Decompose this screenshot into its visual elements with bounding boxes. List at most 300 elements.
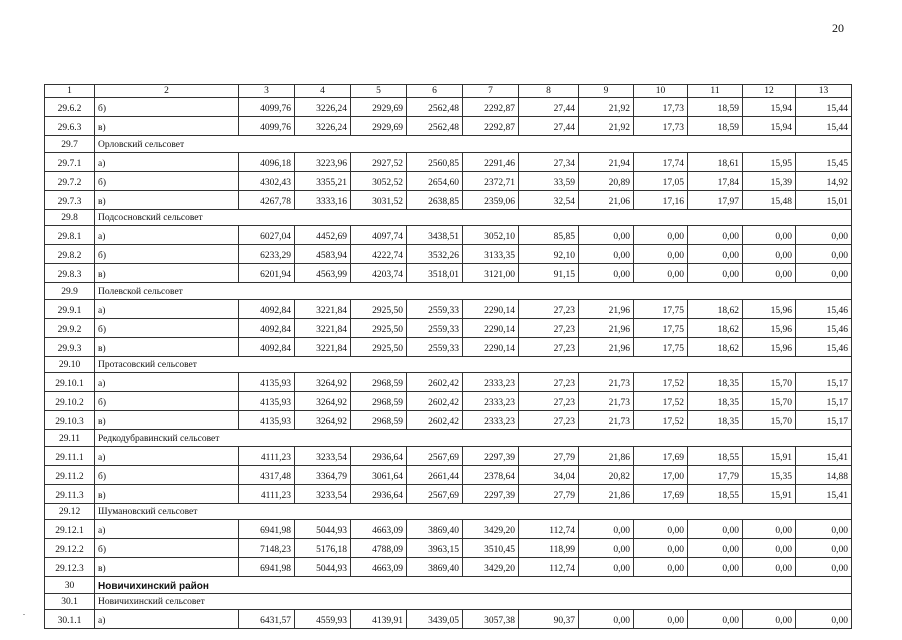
value-cell: 0,00: [743, 558, 796, 577]
value-cell: 4583,94: [295, 245, 351, 264]
value-cell: 0,00: [634, 264, 688, 283]
value-cell: 3052,10: [463, 226, 519, 245]
value-cell: 4092,84: [239, 337, 295, 356]
value-cell: 27,23: [519, 411, 579, 430]
table-row: [45, 539, 852, 558]
value-cell: 2297,39: [463, 484, 519, 503]
value-cell: 0,00: [634, 539, 688, 558]
value-cell: 0,00: [634, 520, 688, 539]
column-header: 6: [407, 85, 463, 98]
value-cell: 15,41: [796, 484, 852, 503]
row-code: 29.11.3: [45, 484, 95, 503]
row-code: 29.10.3: [45, 411, 95, 430]
row-code: 29.7.3: [45, 190, 95, 209]
row-variant-label: в): [95, 190, 239, 209]
value-cell: 15,35: [743, 465, 796, 484]
value-cell: 2297,39: [463, 446, 519, 465]
value-cell: 2290,14: [463, 318, 519, 337]
table-row: [45, 558, 852, 577]
row-code: 30: [45, 577, 95, 594]
table-row: [45, 190, 852, 209]
section-row: [45, 503, 852, 520]
value-cell: 27,23: [519, 373, 579, 392]
value-cell: 0,00: [796, 226, 852, 245]
table-row: [45, 610, 852, 629]
column-header: 9: [579, 85, 634, 98]
value-cell: 21,96: [579, 318, 634, 337]
value-cell: 6941,98: [239, 520, 295, 539]
value-cell: 15,70: [743, 373, 796, 392]
row-code: 29.11.2: [45, 465, 95, 484]
value-cell: 2929,69: [351, 98, 407, 117]
value-cell: 2654,60: [407, 171, 463, 190]
value-cell: 4099,76: [239, 98, 295, 117]
section-title: Полевской сельсовет: [95, 283, 852, 300]
value-cell: 27,44: [519, 117, 579, 136]
value-cell: 17,75: [634, 299, 688, 318]
value-cell: 17,69: [634, 446, 688, 465]
value-cell: 0,00: [743, 264, 796, 283]
value-cell: 27,34: [519, 152, 579, 171]
row-code: 30.1.1: [45, 610, 95, 629]
value-cell: 118,99: [519, 539, 579, 558]
value-cell: 0,00: [688, 226, 743, 245]
table-row: [45, 226, 852, 245]
value-cell: 3429,20: [463, 558, 519, 577]
value-cell: 17,73: [634, 117, 688, 136]
value-cell: 3057,38: [463, 610, 519, 629]
value-cell: 21,73: [579, 392, 634, 411]
row-code: 29.12: [45, 503, 95, 520]
section-row: [45, 209, 852, 226]
row-code: 29.6.3: [45, 117, 95, 136]
value-cell: 20,89: [579, 171, 634, 190]
value-cell: 0,00: [688, 539, 743, 558]
column-header: 2: [95, 85, 239, 98]
row-code: 29.12.1: [45, 520, 95, 539]
value-cell: 2378,64: [463, 465, 519, 484]
value-cell: 0,00: [743, 245, 796, 264]
row-code: 29.11: [45, 430, 95, 447]
row-code: 29.7.2: [45, 171, 95, 190]
value-cell: 3438,51: [407, 226, 463, 245]
value-cell: 2562,48: [407, 98, 463, 117]
section-title: Орловский сельсовет: [95, 136, 852, 153]
value-cell: 0,00: [796, 558, 852, 577]
value-cell: 17,97: [688, 190, 743, 209]
section-title: Подсосновский сельсовет: [95, 209, 852, 226]
row-code: 29.10: [45, 356, 95, 373]
value-cell: 15,41: [796, 446, 852, 465]
section-title: Редкодубравинский сельсовет: [95, 430, 852, 447]
value-cell: 2559,33: [407, 337, 463, 356]
row-variant-label: б): [95, 171, 239, 190]
row-code: 29.10.2: [45, 392, 95, 411]
value-cell: 17,52: [634, 392, 688, 411]
value-cell: 15,44: [796, 117, 852, 136]
row-variant-label: а): [95, 373, 239, 392]
value-cell: 15,95: [743, 152, 796, 171]
row-variant-label: в): [95, 337, 239, 356]
value-cell: 3355,21: [295, 171, 351, 190]
value-cell: 4092,84: [239, 318, 295, 337]
value-cell: 15,96: [743, 337, 796, 356]
table-row: [45, 446, 852, 465]
value-cell: 3264,92: [295, 392, 351, 411]
value-cell: 5176,18: [295, 539, 351, 558]
value-cell: 3869,40: [407, 520, 463, 539]
row-code: 29.8.1: [45, 226, 95, 245]
value-cell: 15,17: [796, 373, 852, 392]
value-cell: 3869,40: [407, 558, 463, 577]
value-cell: 2560,85: [407, 152, 463, 171]
value-cell: 2567,69: [407, 446, 463, 465]
value-cell: 4203,74: [351, 264, 407, 283]
value-cell: 18,35: [688, 411, 743, 430]
row-variant-label: а): [95, 520, 239, 539]
table-row: [45, 245, 852, 264]
value-cell: 18,55: [688, 484, 743, 503]
section-row: [45, 356, 852, 373]
value-cell: 2333,23: [463, 373, 519, 392]
value-cell: 4092,84: [239, 299, 295, 318]
value-cell: 112,74: [519, 558, 579, 577]
value-cell: 2567,69: [407, 484, 463, 503]
value-cell: 21,86: [579, 484, 634, 503]
page-mark: .: [23, 608, 25, 617]
value-cell: 2638,85: [407, 190, 463, 209]
section-row: [45, 136, 852, 153]
value-cell: 4317,48: [239, 465, 295, 484]
value-cell: 4663,09: [351, 520, 407, 539]
column-header: 8: [519, 85, 579, 98]
table-row: [45, 392, 852, 411]
value-cell: 2927,52: [351, 152, 407, 171]
value-cell: 21,94: [579, 152, 634, 171]
value-cell: 17,75: [634, 337, 688, 356]
table-row: [45, 520, 852, 539]
value-cell: 0,00: [743, 226, 796, 245]
district-row: [45, 577, 852, 594]
value-cell: 15,44: [796, 98, 852, 117]
value-cell: 17,52: [634, 411, 688, 430]
table-row: [45, 337, 852, 356]
row-code: 29.8.3: [45, 264, 95, 283]
row-variant-label: б): [95, 318, 239, 337]
row-variant-label: в): [95, 484, 239, 503]
value-cell: 14,88: [796, 465, 852, 484]
value-cell: 2291,46: [463, 152, 519, 171]
row-code: 29.12.3: [45, 558, 95, 577]
value-cell: 2602,42: [407, 411, 463, 430]
value-cell: 17,52: [634, 373, 688, 392]
value-cell: 4663,09: [351, 558, 407, 577]
value-cell: 18,35: [688, 392, 743, 411]
value-cell: 15,01: [796, 190, 852, 209]
row-variant-label: б): [95, 98, 239, 117]
value-cell: 3121,00: [463, 264, 519, 283]
value-cell: 4096,18: [239, 152, 295, 171]
row-variant-label: б): [95, 465, 239, 484]
row-code: 29.8: [45, 209, 95, 226]
value-cell: 21,96: [579, 337, 634, 356]
value-cell: 15,96: [743, 299, 796, 318]
value-cell: 2661,44: [407, 465, 463, 484]
value-cell: 27,23: [519, 337, 579, 356]
value-cell: 17,74: [634, 152, 688, 171]
value-cell: 4139,91: [351, 610, 407, 629]
value-cell: 2936,64: [351, 446, 407, 465]
value-cell: 3264,92: [295, 411, 351, 430]
value-cell: 3333,16: [295, 190, 351, 209]
value-cell: 3963,15: [407, 539, 463, 558]
value-cell: 3221,84: [295, 337, 351, 356]
row-code: 29.8.2: [45, 245, 95, 264]
column-header: 12: [743, 85, 796, 98]
value-cell: 15,46: [796, 299, 852, 318]
value-cell: 0,00: [688, 245, 743, 264]
value-cell: 4135,93: [239, 392, 295, 411]
row-code: 29.10.1: [45, 373, 95, 392]
header-row: [45, 85, 852, 98]
value-cell: 7148,23: [239, 539, 295, 558]
value-cell: 3264,92: [295, 373, 351, 392]
row-code: 29.11.1: [45, 446, 95, 465]
column-header: 3: [239, 85, 295, 98]
row-variant-label: а): [95, 299, 239, 318]
value-cell: 18,61: [688, 152, 743, 171]
table-row: [45, 465, 852, 484]
value-cell: 112,74: [519, 520, 579, 539]
value-cell: 0,00: [688, 520, 743, 539]
value-cell: 18,35: [688, 373, 743, 392]
value-cell: 6941,98: [239, 558, 295, 577]
column-header: 13: [796, 85, 852, 98]
value-cell: 0,00: [796, 610, 852, 629]
value-cell: 18,59: [688, 117, 743, 136]
table-row: [45, 171, 852, 190]
value-cell: 0,00: [743, 539, 796, 558]
value-cell: 2925,50: [351, 318, 407, 337]
row-variant-label: а): [95, 152, 239, 171]
value-cell: 4222,74: [351, 245, 407, 264]
value-cell: 34,04: [519, 465, 579, 484]
value-cell: 17,84: [688, 171, 743, 190]
value-cell: 85,85: [519, 226, 579, 245]
value-cell: 27,23: [519, 318, 579, 337]
value-cell: 0,00: [634, 226, 688, 245]
value-cell: 2333,23: [463, 392, 519, 411]
value-cell: 17,00: [634, 465, 688, 484]
value-cell: 0,00: [796, 264, 852, 283]
value-cell: 15,46: [796, 318, 852, 337]
row-code: 29.9.1: [45, 299, 95, 318]
value-cell: 4267,78: [239, 190, 295, 209]
value-cell: 2559,33: [407, 318, 463, 337]
row-variant-label: а): [95, 446, 239, 465]
table-row: [45, 98, 852, 117]
value-cell: 21,92: [579, 98, 634, 117]
value-cell: 2372,71: [463, 171, 519, 190]
value-cell: 91,15: [519, 264, 579, 283]
value-cell: 27,23: [519, 392, 579, 411]
value-cell: 21,96: [579, 299, 634, 318]
value-cell: 17,69: [634, 484, 688, 503]
value-cell: 27,79: [519, 446, 579, 465]
row-variant-label: в): [95, 558, 239, 577]
row-code: 29.9.2: [45, 318, 95, 337]
value-cell: 4302,43: [239, 171, 295, 190]
value-cell: 4788,09: [351, 539, 407, 558]
tariff-table: [44, 84, 852, 629]
value-cell: 3233,54: [295, 484, 351, 503]
page-number: 20: [832, 21, 844, 35]
section-title: Новичихинский сельсовет: [95, 593, 852, 610]
value-cell: 18,62: [688, 299, 743, 318]
value-cell: 33,59: [519, 171, 579, 190]
value-cell: 15,39: [743, 171, 796, 190]
value-cell: 2290,14: [463, 337, 519, 356]
row-variant-label: б): [95, 245, 239, 264]
value-cell: 2292,87: [463, 117, 519, 136]
column-header: 7: [463, 85, 519, 98]
value-cell: 15,17: [796, 411, 852, 430]
value-cell: 21,86: [579, 446, 634, 465]
value-cell: 0,00: [743, 610, 796, 629]
value-cell: 0,00: [796, 539, 852, 558]
value-cell: 4111,23: [239, 484, 295, 503]
value-cell: 15,94: [743, 98, 796, 117]
value-cell: 17,16: [634, 190, 688, 209]
value-cell: 0,00: [579, 558, 634, 577]
row-variant-label: б): [95, 539, 239, 558]
table-row: [45, 117, 852, 136]
value-cell: 6027,04: [239, 226, 295, 245]
table-row: [45, 152, 852, 171]
row-code: 29.12.2: [45, 539, 95, 558]
value-cell: 2333,23: [463, 411, 519, 430]
value-cell: 0,00: [579, 539, 634, 558]
value-cell: 0,00: [634, 558, 688, 577]
value-cell: 15,48: [743, 190, 796, 209]
section-title: Протасовский сельсовет: [95, 356, 852, 373]
value-cell: 2290,14: [463, 299, 519, 318]
value-cell: 0,00: [796, 520, 852, 539]
value-cell: 4097,74: [351, 226, 407, 245]
table-row: [45, 373, 852, 392]
value-cell: 0,00: [796, 245, 852, 264]
row-variant-label: б): [95, 392, 239, 411]
value-cell: 0,00: [688, 558, 743, 577]
value-cell: 15,94: [743, 117, 796, 136]
value-cell: 17,73: [634, 98, 688, 117]
row-variant-label: а): [95, 226, 239, 245]
row-code: 29.7: [45, 136, 95, 153]
value-cell: 32,54: [519, 190, 579, 209]
value-cell: 15,96: [743, 318, 796, 337]
row-code: 29.9.3: [45, 337, 95, 356]
value-cell: 0,00: [579, 226, 634, 245]
column-header: 10: [634, 85, 688, 98]
column-header: 4: [295, 85, 351, 98]
value-cell: 3439,05: [407, 610, 463, 629]
value-cell: 0,00: [579, 245, 634, 264]
value-cell: 3510,45: [463, 539, 519, 558]
section-row: [45, 593, 852, 610]
value-cell: 21,73: [579, 411, 634, 430]
value-cell: 21,73: [579, 373, 634, 392]
row-variant-label: в): [95, 411, 239, 430]
value-cell: 15,70: [743, 411, 796, 430]
value-cell: 5044,93: [295, 520, 351, 539]
table-row: [45, 264, 852, 283]
value-cell: 3133,35: [463, 245, 519, 264]
value-cell: 15,46: [796, 337, 852, 356]
value-cell: 2562,48: [407, 117, 463, 136]
table-row: [45, 484, 852, 503]
table-row: [45, 299, 852, 318]
value-cell: 3532,26: [407, 245, 463, 264]
value-cell: 15,45: [796, 152, 852, 171]
value-cell: 4452,69: [295, 226, 351, 245]
value-cell: 20,82: [579, 465, 634, 484]
value-cell: 18,62: [688, 318, 743, 337]
value-cell: 3364,79: [295, 465, 351, 484]
value-cell: 90,37: [519, 610, 579, 629]
value-cell: 4563,99: [295, 264, 351, 283]
value-cell: 0,00: [634, 610, 688, 629]
value-cell: 2936,64: [351, 484, 407, 503]
value-cell: 3221,84: [295, 299, 351, 318]
row-variant-label: в): [95, 264, 239, 283]
value-cell: 27,23: [519, 299, 579, 318]
value-cell: 15,70: [743, 392, 796, 411]
value-cell: 15,91: [743, 484, 796, 503]
value-cell: 6431,57: [239, 610, 295, 629]
row-code: 29.6.2: [45, 98, 95, 117]
value-cell: 15,17: [796, 392, 852, 411]
table-body: [45, 85, 852, 629]
value-cell: 3518,01: [407, 264, 463, 283]
value-cell: 3061,64: [351, 465, 407, 484]
row-code: 29.7.1: [45, 152, 95, 171]
value-cell: 3226,24: [295, 98, 351, 117]
section-row: [45, 430, 852, 447]
value-cell: 4099,76: [239, 117, 295, 136]
row-variant-label: в): [95, 117, 239, 136]
column-header: 5: [351, 85, 407, 98]
table-row: [45, 318, 852, 337]
value-cell: 3031,52: [351, 190, 407, 209]
section-row: [45, 283, 852, 300]
value-cell: 2925,50: [351, 337, 407, 356]
table-row: [45, 411, 852, 430]
value-cell: 0,00: [634, 245, 688, 264]
value-cell: 17,05: [634, 171, 688, 190]
value-cell: 2968,59: [351, 411, 407, 430]
value-cell: 4559,93: [295, 610, 351, 629]
row-code: 30.1: [45, 593, 95, 610]
district-title: Новичихинский район: [95, 577, 852, 594]
value-cell: 4135,93: [239, 373, 295, 392]
value-cell: 4111,23: [239, 446, 295, 465]
value-cell: 0,00: [743, 520, 796, 539]
value-cell: 2602,42: [407, 373, 463, 392]
section-title: Шумановский сельсовет: [95, 503, 852, 520]
value-cell: 2602,42: [407, 392, 463, 411]
value-cell: 18,59: [688, 98, 743, 117]
value-cell: 2929,69: [351, 117, 407, 136]
